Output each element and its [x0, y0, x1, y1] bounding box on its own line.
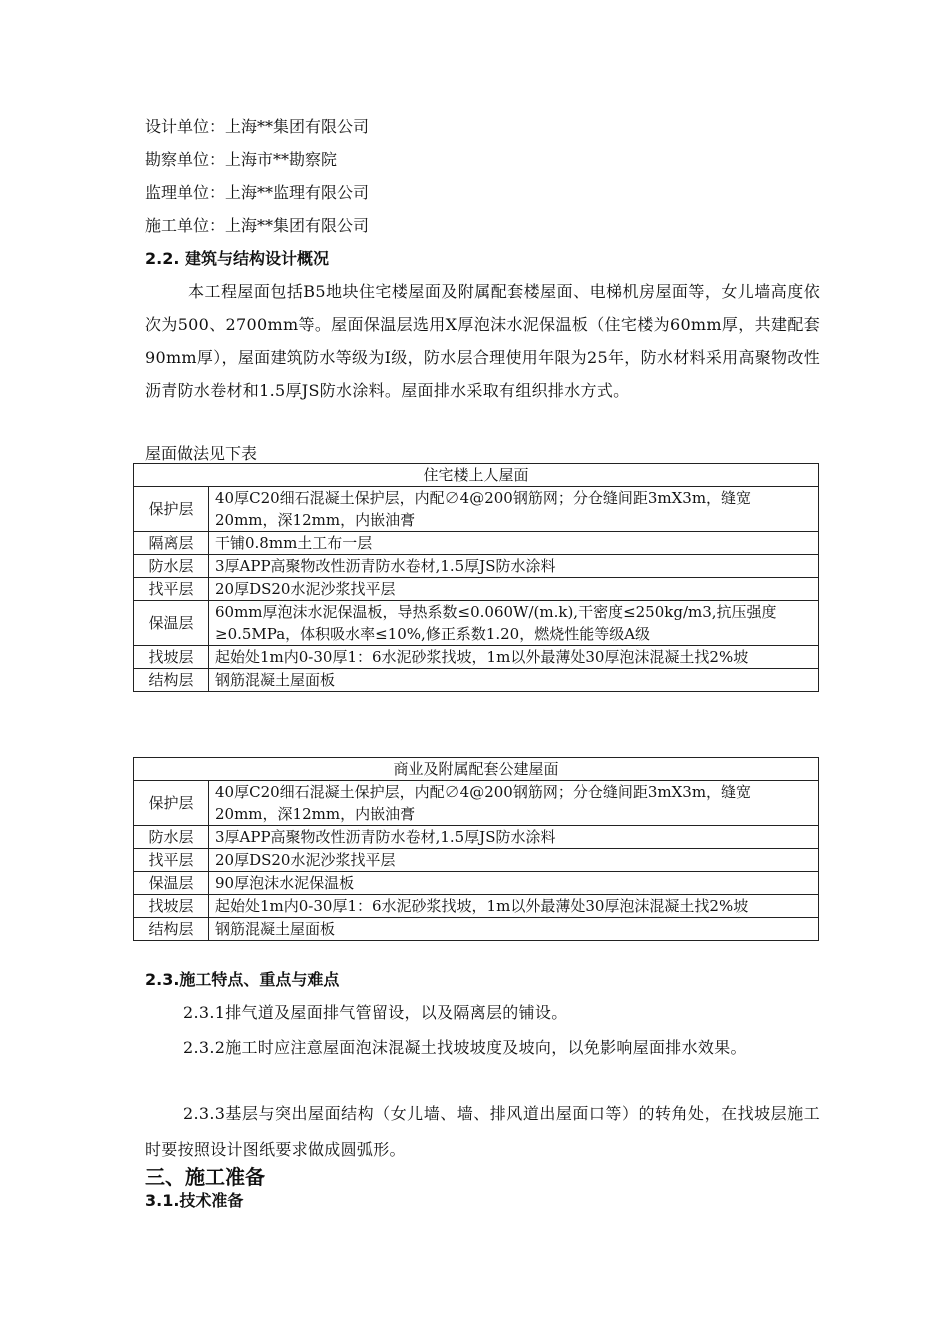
survey-unit: 勘察单位：上海市**勘察院	[145, 150, 338, 169]
layer-name: 保温层	[134, 601, 209, 646]
layer-desc: 60mm厚泡沫水泥保温板，导热系数≤0.060W/(m.k),干密度≤250kg/m3,抗压强度≥0.5MPa，体积吸水率≤10%,修正系数1.20，燃烧性能等级A级	[209, 601, 819, 646]
section-3-1-heading: 3.1.技术准备	[145, 1191, 244, 1210]
table-row	[134, 578, 819, 601]
layer-name: 找平层	[134, 849, 209, 872]
construction-unit: 施工单位：上海**集团有限公司	[145, 216, 370, 235]
residential-roof-table	[133, 463, 819, 692]
layer-name: 防水层	[134, 555, 209, 578]
layer-desc: 20厚DS20水泥沙浆找平层	[209, 849, 819, 872]
layer-name: 保护层	[134, 781, 209, 826]
table-row	[134, 532, 819, 555]
layer-name: 保护层	[134, 487, 209, 532]
table-row	[134, 646, 819, 669]
table-row	[134, 826, 819, 849]
layer-desc: 90厚泡沫水泥保温板	[209, 872, 819, 895]
table-row	[134, 781, 819, 826]
layer-name: 找坡层	[134, 646, 209, 669]
supervision-unit: 监理单位：上海**监理有限公司	[145, 183, 370, 202]
layer-name: 隔离层	[134, 532, 209, 555]
table-title: 住宅楼上人屋面	[134, 464, 819, 487]
layer-desc: 40厚C20细石混凝土保护层，内配∅4@200钢筋网；分仓缝间距3mX3m，缝宽20mm，深12mm，内嵌油膏	[209, 487, 819, 532]
layer-name: 结构层	[134, 669, 209, 692]
layer-name: 防水层	[134, 826, 209, 849]
layer-desc: 20厚DS20水泥沙浆找平层	[209, 578, 819, 601]
section-2-2-paragraph: 本工程屋面包括B5地块住宅楼屋面及附属配套楼屋面、电梯机房屋面等，女儿墙高度依次为500、2700mm等。屋面保温层选用X厚泡沫水泥保温板（住宅楼为60mm厚，共建配套90mm厚），屋面建筑防水等级为Ⅰ级，防水层合理使用年限为25年，防水材料采用高聚物改性沥青防水卷材和1.5厚JS防水涂料。屋面排水采取有组织排水方式。	[145, 282, 820, 400]
table-row	[134, 918, 819, 941]
layer-desc: 3厚APP高聚物改性沥青防水卷材,1.5厚JS防水涂料	[209, 555, 819, 578]
commercial-roof-table	[133, 757, 819, 941]
table-row	[134, 555, 819, 578]
section-2-3-heading: 2.3.施工特点、重点与难点	[145, 970, 340, 989]
layer-desc: 钢筋混凝土屋面板	[209, 669, 819, 692]
layer-desc: 40厚C20细石混凝土保护层，内配∅4@200钢筋网；分仓缝间距3mX3m，缝宽20mm，深12mm，内嵌油膏	[209, 781, 819, 826]
table-row	[134, 669, 819, 692]
table-intro: 屋面做法见下表	[145, 444, 258, 463]
layer-desc: 起始处1m内0-30厚1：6水泥砂浆找坡，1m以外最薄处30厚泡沫混凝土找2%坡	[209, 646, 819, 669]
layer-name: 保温层	[134, 872, 209, 895]
table-row	[134, 849, 819, 872]
table-row	[134, 601, 819, 646]
table-row	[134, 487, 819, 532]
layer-name: 找坡层	[134, 895, 209, 918]
section-2-3-item-3: 2.3.3基层与突出屋面结构（女儿墙、墙、排风道出屋面口等）的转角处，在找坡层施工时要按照设计图纸要求做成圆弧形。	[145, 1104, 820, 1159]
design-unit: 设计单位：上海**集团有限公司	[145, 117, 370, 136]
layer-desc: 钢筋混凝土屋面板	[209, 918, 819, 941]
section-2-3-item-1: 2.3.1排气道及屋面排气管留设，以及隔离层的铺设。	[183, 1003, 568, 1022]
section-2-3-item-2: 2.3.2施工时应注意屋面泡沫混凝土找坡坡度及坡向，以免影响屋面排水效果。	[183, 1038, 747, 1057]
layer-name: 找平层	[134, 578, 209, 601]
layer-desc: 3厚APP高聚物改性沥青防水卷材,1.5厚JS防水涂料	[209, 826, 819, 849]
table-title: 商业及附属配套公建屋面	[134, 758, 819, 781]
section-2-2-heading: 2.2. 建筑与结构设计概况	[145, 249, 329, 268]
table-row	[134, 895, 819, 918]
section-3-heading: 三、施工准备	[145, 1165, 265, 1189]
layer-desc: 起始处1m内0-30厚1：6水泥砂浆找坡，1m以外最薄处30厚泡沫混凝土找2%坡	[209, 895, 819, 918]
layer-desc: 干铺0.8mm土工布一层	[209, 532, 819, 555]
table-row	[134, 872, 819, 895]
layer-name: 结构层	[134, 918, 209, 941]
